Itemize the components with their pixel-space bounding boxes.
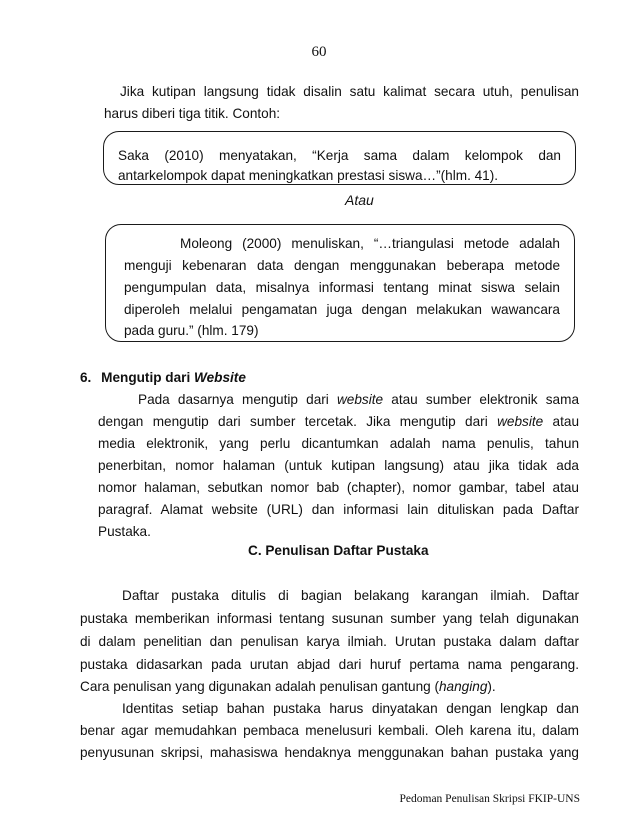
- quote1-line-2: antarkelompok dapat meningkatkan prestasi siswa…”(hlm. 41).: [118, 168, 499, 183]
- body-line-1: Daftar pustaka ditulis di bagian belakang karangan ilmiah. Daftar: [122, 588, 579, 603]
- section6-heading: [80, 368, 246, 388]
- separator-atau: Atau: [345, 192, 374, 208]
- body-line-4: pustaka didasarkan pada urutan abjad dari huruf pertama nama pengarang.: [80, 657, 579, 672]
- body-line-3: di dalam penelitian dan penulisan karya ilmiah. Urutan pustaka dalam daftar: [80, 634, 579, 649]
- section6-line-2: dengan mengutip dari sumber tercetak. Jika mengutip dari website atau: [98, 414, 580, 429]
- quote2-line-2: menguji kebenaran data dengan menggunakan beberapa metode: [124, 258, 560, 273]
- page-number: 60: [311, 44, 327, 60]
- section6-line-7: Pustaka.: [98, 524, 151, 539]
- body-line-7: benar agar memudahkan pembaca menelusuri kembali. Oleh karena itu, dalam: [80, 723, 579, 738]
- section6-heading-italic: Website: [194, 370, 246, 385]
- sectionC-heading: C. Penulisan Daftar Pustaka: [248, 543, 429, 558]
- intro-line-1: Jika kutipan langsung tidak disalin satu kalimat secara utuh, penulisan: [120, 84, 579, 99]
- section6-line-4: penerbitan, nomor halaman (untuk kutipan langsung) atau jika tidak ada: [98, 458, 579, 473]
- section6-line-3: media elektronik, yang perlu dicantumkan adalah nama penulis, tahun: [98, 436, 579, 451]
- quote2-line-5: pada guru.” (hlm. 179): [124, 323, 259, 338]
- quote2-line-4: diperoleh melalui pengamatan juga dengan melakukan wawancara: [124, 302, 560, 317]
- section6-line-5: nomor halaman, sebutkan nomor bab (chapter), nomor gambar, tabel atau: [98, 480, 579, 495]
- intro-line-2: harus diberi tiga titik. Contoh:: [104, 106, 281, 121]
- section6-line-1: Pada dasarnya mengutip dari website atau sumber elektronik sama: [138, 392, 579, 407]
- quote2-line-1: Moleong (2000) menuliskan, “…triangulasi metode adalah: [180, 236, 560, 251]
- body-line-8: penyusunan skripsi, mahasiswa hendaknya menggunakan bahan pustaka yang: [80, 745, 579, 760]
- body-line-2: pustaka memberikan informasi tentang susunan sumber yang telah digunakan: [80, 611, 579, 626]
- body-line-6: Identitas setiap bahan pustaka harus dinyatakan dengan lengkap dan: [122, 701, 579, 716]
- body-line-5: Cara penulisan yang digunakan adalah penulisan gantung (hanging).: [80, 679, 496, 694]
- section6-number: 6.: [80, 370, 92, 385]
- page-footer: Pedoman Penulisan Skripsi FKIP-UNS: [399, 793, 580, 805]
- quote2-line-3: pengumpulan data, misalnya informasi tentang minat siswa selain: [124, 280, 560, 295]
- section6-line-6: paragraf. Alamat website (URL) dan informasi lain dituliskan pada Daftar: [98, 502, 579, 517]
- quote1-line-1: Saka (2010) menyatakan, “Kerja sama dalam kelompok dan: [118, 148, 561, 163]
- section6-heading-text: Mengutip dari: [101, 370, 195, 385]
